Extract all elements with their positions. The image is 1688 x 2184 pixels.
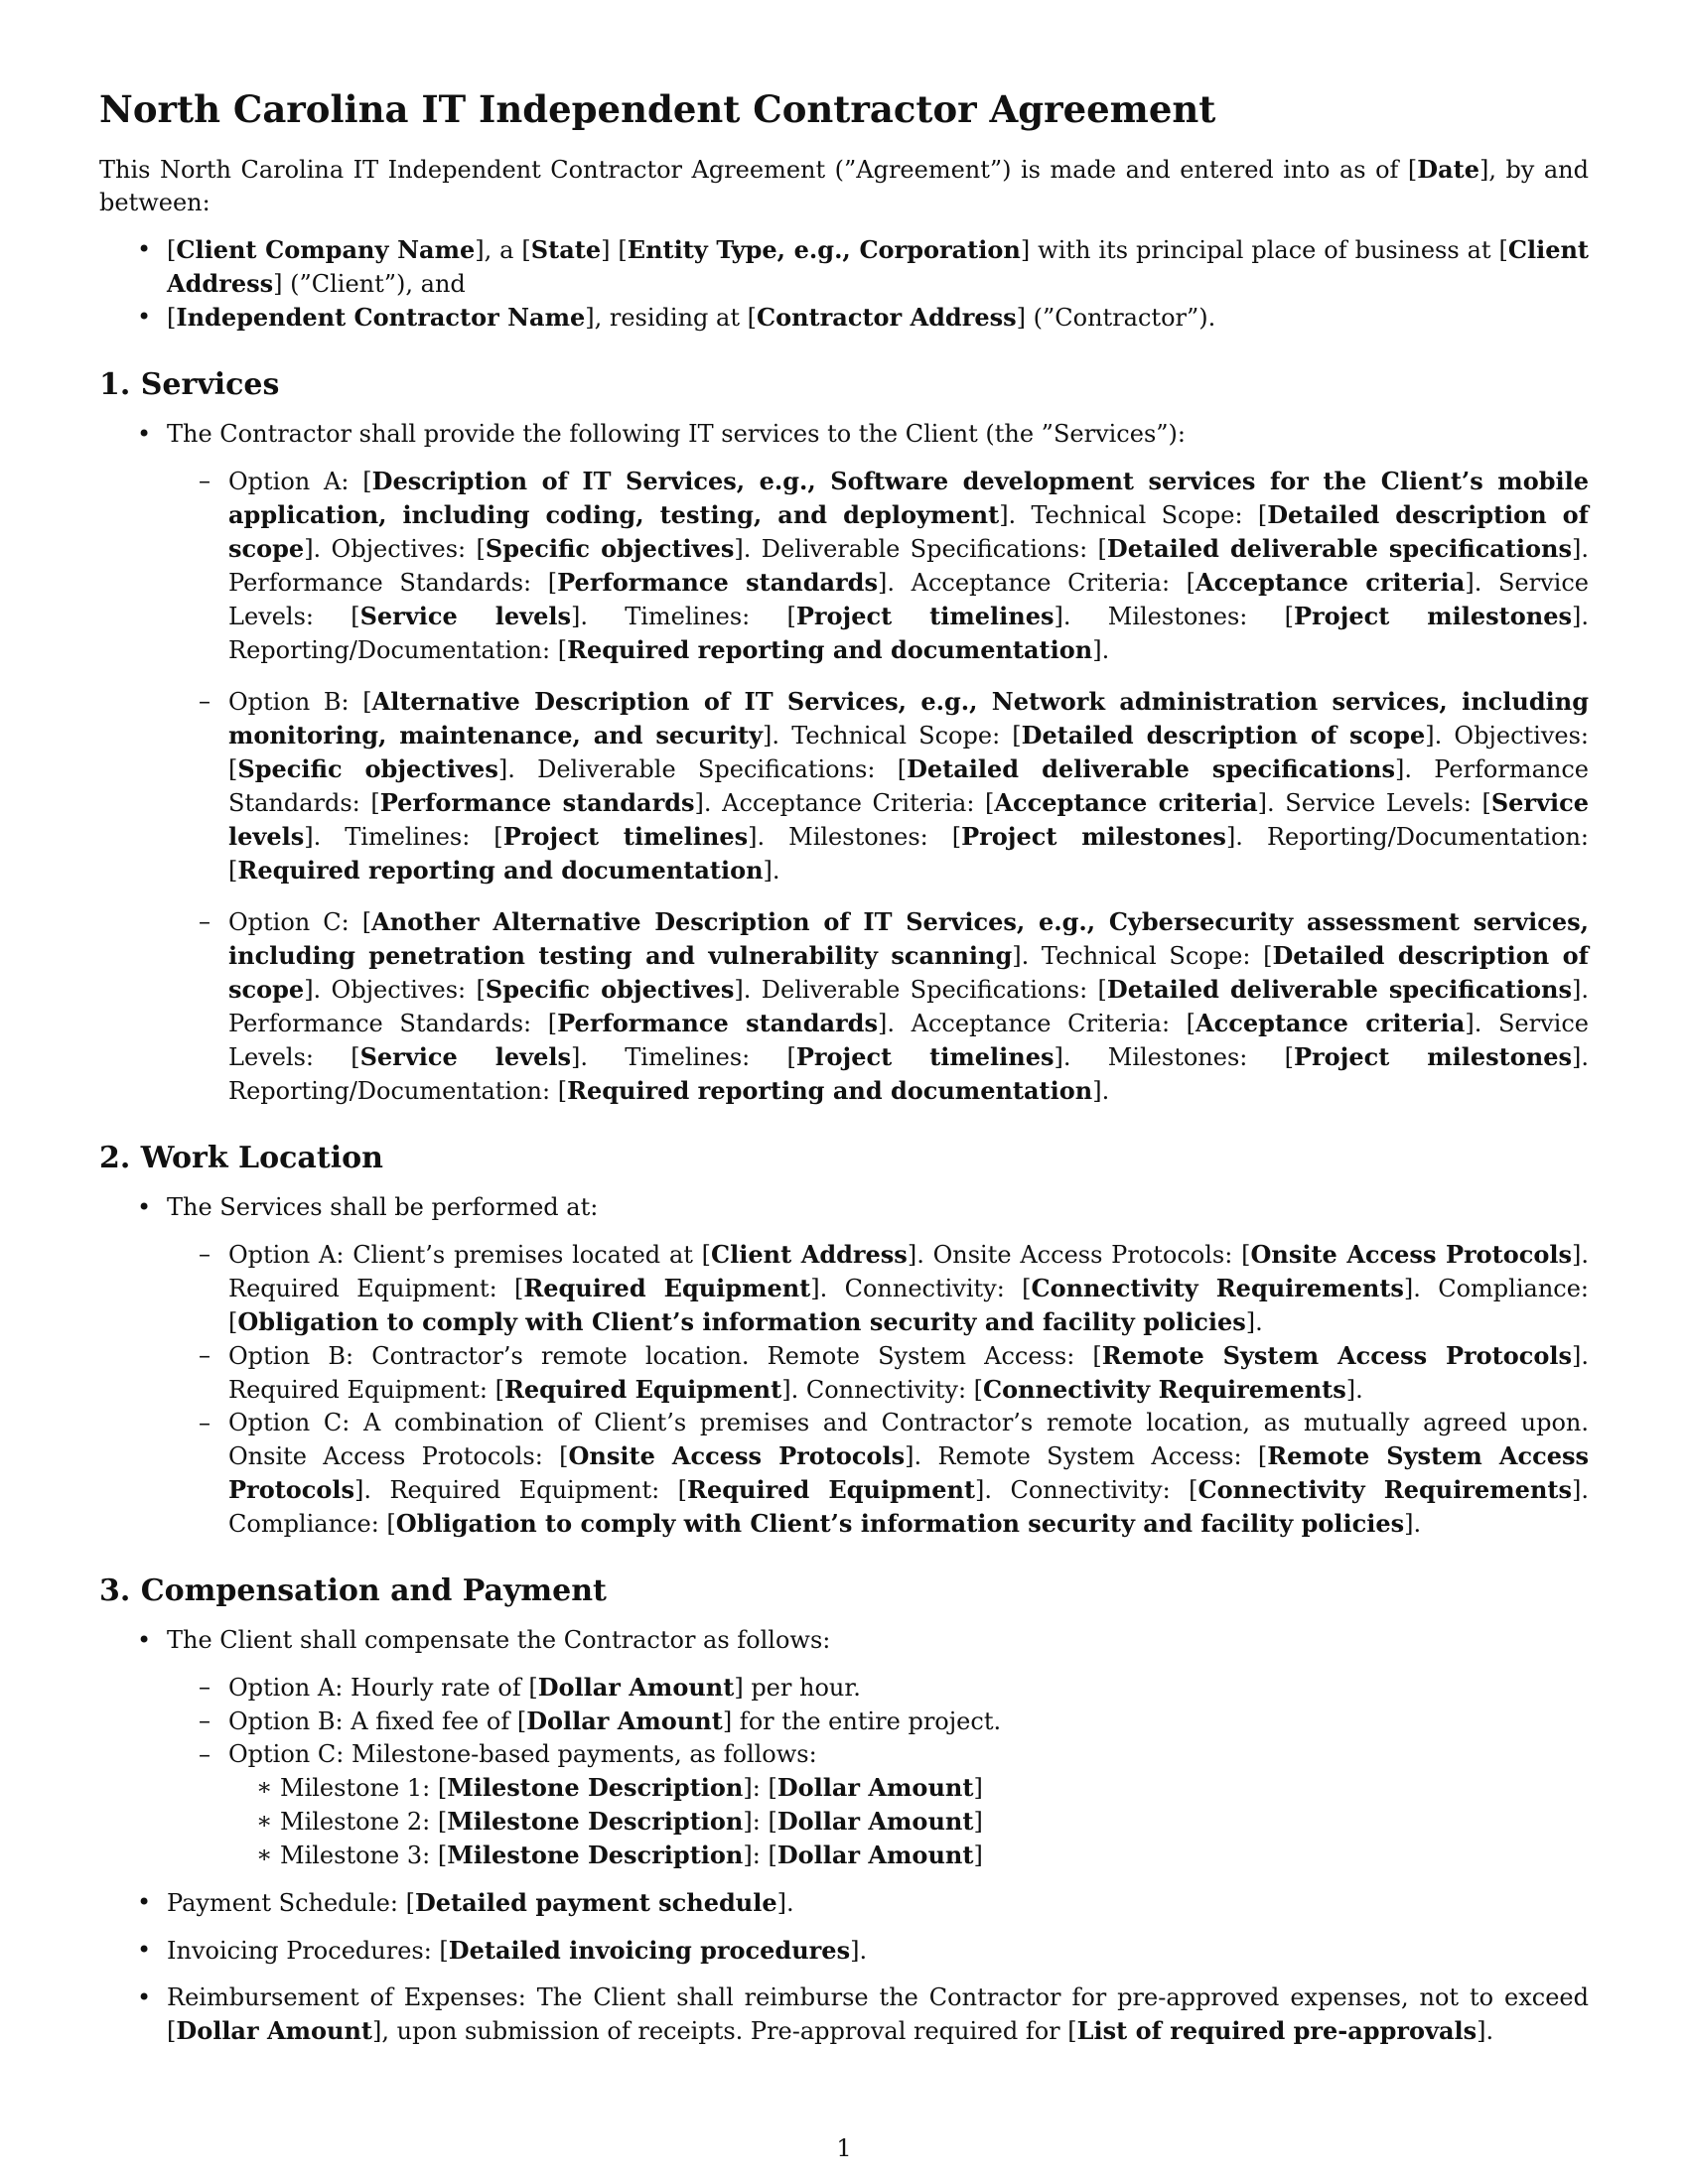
placeholder-field: Milestone Description [447,1807,744,1836]
placeholder-field: Specific objectives [485,534,735,563]
placeholder-field: Dollar Amount [776,1841,974,1869]
placeholder-field: Service levels [359,602,571,630]
compensation-option-c [167,1738,1589,1872]
services-lead [99,418,1589,1108]
placeholder-field: Detailed description of scope [228,500,1590,563]
compensation-lead [99,1624,1589,1872]
section-services-heading: 1. Services [99,367,280,402]
placeholder-field: Project timelines [502,822,749,851]
placeholder-field: Performance standards [379,788,695,817]
placeholder-field: Project timelines [795,1042,1055,1071]
placeholder-field: Connectivity Requirements [1197,1475,1572,1504]
placeholder-field: Specific objectives [485,975,735,1004]
compensation-options [167,1671,1589,1872]
compensation-list [99,1624,1589,2048]
placeholder-field: Performance standards [557,568,878,597]
placeholder-field: Required Equipment [523,1274,811,1302]
reimbursement-of-expenses: • Reimbursement of Expenses: The Client shall reimburse the Contractor for pre-approved expenses, not to exceed [Dollar Amount], upon submission of receipts. Pre-approval required for [List of required pre-approvals]. [99,1981,1589,2048]
milestone-2: ∗ Milestone 2: [Milestone Description]: [Dollar Amount] [228,1805,1589,1839]
milestone-1: ∗ Milestone 1: [Milestone Description]: [Dollar Amount] [228,1771,1589,1805]
invoicing-procedures: • Invoicing Procedures: [Detailed invoicing procedures]. [99,1934,1589,1968]
placeholder-field: Remote System Access Protocols [228,1441,1590,1504]
intro-paragraph: This North Carolina IT Independent Contractor Agreement (”Agreement”) is made and entered into as of [Date], by and between: [99,155,1589,216]
milestone-list [228,1771,1589,1872]
placeholder-field: Contractor Address [756,303,1017,332]
placeholder-field: Remote System Access Protocols [1101,1341,1572,1370]
placeholder-field: Detailed invoicing procedures [448,1936,851,1965]
payment-schedule: • Payment Schedule: [Detailed payment schedule]. [99,1886,1589,1920]
placeholder-field: Acceptance criteria [1196,568,1466,597]
placeholder-field: Detailed payment schedule [414,1888,777,1917]
placeholder-field: Required reporting and documentation [567,1076,1093,1105]
compensation-option-c-text: Option C: Milestone-based payments, as follows: [228,1740,817,1768]
placeholder-field: Acceptance criteria [994,788,1258,817]
work-location-lead-text: The Services shall be performed at: [167,1193,599,1221]
services-options [167,465,1589,1108]
placeholder-field: Specific objectives [237,754,498,783]
placeholder-field: Obligation to comply with Client’s information security and facility policies [395,1509,1405,1538]
placeholder-field: Service levels [228,788,1590,851]
work-location-options [167,1238,1589,1541]
placeholder-field: Milestone Description [447,1773,744,1802]
placeholder-field: Alternative Description of IT Services, e.g., Network administration services, including monitoring, maintenance, and security [228,687,1589,750]
placeholder-field: Acceptance criteria [1196,1009,1466,1037]
placeholder-field: Required reporting and documentation [237,856,764,885]
placeholder-field: List of required pre-approvals [1076,2016,1477,2045]
placeholder-field: Dollar Amount [537,1673,735,1702]
services-option-c: – Option C: [Another Alternative Description of IT Services, e.g., Cybersecurity assessment services, including penetration testing and vulnerability scanning]. Technical Scope: [Detailed description of scope]. Objectives: [Specific objectives]. Deliverable Specifications: [Detailed deliverable specifications]. Performance Standards: [Performance standards]. Acceptance Criteria: [Acceptance criteria]. Service Levels: [Service levels]. Timelines: [Project timelines]. Milestones: [Project milestones]. Reporting/Documentation: [Required reporting and documentation]. [167,905,1589,1108]
placeholder-field: Detailed deliverable specifications [907,754,1396,783]
placeholder-field: Detailed deliverable specifications [1106,975,1572,1004]
placeholder-field: Project milestones [961,822,1226,851]
parties-list [99,233,1589,335]
placeholder-field: Required Equipment [503,1375,782,1404]
placeholder-field: Project milestones [1293,1042,1572,1071]
placeholder-field: Project timelines [795,602,1055,630]
section-work-location-heading: 2. Work Location [99,1141,383,1175]
placeholder-field: Onsite Access Protocols [1250,1240,1573,1269]
placeholder-field: Connectivity Requirements [983,1375,1346,1404]
placeholder-field: Performance standards [557,1009,878,1037]
placeholder-field: Client Address [711,1240,908,1269]
placeholder-field: Obligation to comply with Client’s information security and facility policies [237,1307,1246,1336]
placeholder-field: Description of IT Services, e.g., Software development services for the Client’s mobile application, including coding, testing, and deployment [228,467,1589,529]
placeholder-field: Dollar Amount [776,1773,974,1802]
work-location-option-b: – Option B: Contractor’s remote location. Remote System Access: [Remote System Access Protocols]. Required Equipment: [Required Equipment]. Connectivity: [Connectivity Requirements]. [167,1339,1589,1407]
placeholder-field: Service levels [359,1042,571,1071]
placeholder-field: Project milestones [1293,602,1572,630]
placeholder-field: Detailed deliverable specifications [1106,534,1572,563]
placeholder-field: State [530,235,602,264]
placeholder-field: Dollar Amount [176,2016,372,2045]
placeholder-field: Client Company Name [176,235,476,264]
placeholder-field: Entity Type, e.g., Corporation [627,235,1021,264]
work-location-option-c: – Option C: A combination of Client’s premises and Contractor’s remote location, as mutually agreed upon. Onsite Access Protocols: [Onsite Access Protocols]. Remote System Access: [Remote System Access Protocols]. Required Equipment: [Required Equipment]. Connectivity: [Connectivity Requirements]. Compliance: [Obligation to comply with Client’s information security and facility policies]. [167,1407,1589,1541]
services-option-a: – Option A: [Description of IT Services, e.g., Software development services for the Client’s mobile application, including coding, testing, and deployment]. Technical Scope: [Detailed description of scope]. Objectives: [Specific objectives]. Deliverable Specifications: [Detailed deliverable specifications]. Performance Standards: [Performance standards]. Acceptance Criteria: [Acceptance criteria]. Service Levels: [Service levels]. Timelines: [Project timelines]. Milestones: [Project milestones]. Reporting/Documentation: [Required reporting and documentation]. [167,465,1589,667]
placeholder-field: Client Address [167,235,1590,298]
placeholder-field: Required reporting and documentation [567,635,1093,664]
placeholder-field: Dollar Amount [526,1706,723,1735]
placeholder-field: Detailed description of scope [1021,721,1426,750]
milestone-3: ∗ Milestone 3: [Milestone Description]: [Dollar Amount] [228,1839,1589,1872]
compensation-option-b: – Option B: A fixed fee of [Dollar Amount] for the entire project. [167,1705,1589,1738]
work-location-option-a: – Option A: Client’s premises located at [Client Address]. Onsite Access Protocols: [Onsite Access Protocols]. Required Equipment: [Required Equipment]. Connectivity: [Connectivity Requirements]. Compliance: [Obligation to comply with Client’s information security and facility policies]. [167,1238,1589,1339]
compensation-lead-text: The Client shall compensate the Contractor as follows: [167,1626,831,1654]
placeholder-field: Onsite Access Protocols [568,1441,906,1470]
page-number: 1 [836,2134,852,2162]
document-page [99,87,1589,2062]
work-location-lead [99,1191,1589,1541]
party-contractor: • [Independent Contractor Name], residing at [Contractor Address] (”Contractor”). [99,301,1589,335]
placeholder-field: Connectivity Requirements [1031,1274,1404,1302]
services-option-b: – Option B: [Alternative Description of IT Services, e.g., Network administration services, including monitoring, maintenance, and security]. Technical Scope: [Detailed description of scope]. Objectives: [Specific objectives]. Deliverable Specifications: [Detailed deliverable specifications]. Performance Standards: [Performance standards]. Acceptance Criteria: [Acceptance criteria]. Service Levels: [Service levels]. Timelines: [Project timelines]. Milestones: [Project milestones]. Reporting/Documentation: [Required reporting and documentation]. [167,685,1589,887]
placeholder-field: Independent Contractor Name [176,303,586,332]
placeholder-field: Dollar Amount [776,1807,974,1836]
work-location-list [99,1191,1589,1541]
services-list [99,418,1589,1108]
section-compensation-heading: 3. Compensation and Payment [99,1573,607,1608]
placeholder-field: Required Equipment [687,1475,976,1504]
placeholder-field: Milestone Description [447,1841,744,1869]
party-client: • [Client Company Name], a [State] [Entity Type, e.g., Corporation] with its principal place of business at [Client Address] (”Client”), and [99,233,1589,301]
document-title: North Carolina IT Independent Contractor Agreement [99,87,1216,131]
compensation-option-a: – Option A: Hourly rate of [Dollar Amount] per hour. [167,1671,1589,1705]
placeholder-field: Another Alternative Description of IT Services, e.g., Cybersecurity assessment services, including penetration testing and vulnerability scanning [228,907,1589,970]
placeholder-field: Date [1417,155,1479,184]
services-lead-text: The Contractor shall provide the following IT services to the Client (the ”Services”): [167,420,1186,448]
placeholder-field: Detailed description of scope [228,941,1589,1004]
